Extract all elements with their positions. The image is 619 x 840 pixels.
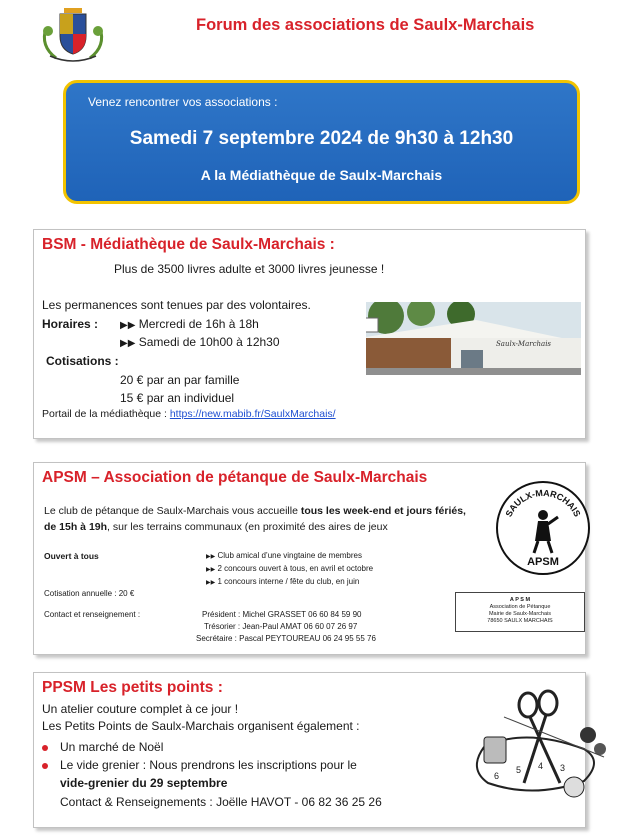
ppsm-bullet-text: Un marché de Noël bbox=[60, 740, 164, 754]
apsm-contact-label: Contact et renseignement : bbox=[44, 610, 141, 619]
stamp-line: A P S M bbox=[509, 597, 531, 603]
banner-intro: Venez rencontrer vos associations : bbox=[88, 95, 278, 109]
bsm-portal bbox=[42, 408, 336, 420]
bsm-portal-link[interactable]: https://new.mabib.fr/SaulxMarchais/ bbox=[169, 408, 336, 420]
double-arrow-icon: ▶▶ bbox=[206, 580, 216, 586]
apsm-intro-line-1 bbox=[44, 505, 466, 517]
apsm-feature bbox=[206, 551, 362, 560]
bsm-portal-label: Portail de la médiathèque : bbox=[42, 408, 167, 420]
sewing-tools-icon bbox=[464, 687, 612, 801]
bsm-hours-row bbox=[120, 317, 259, 331]
mediatheque-photo bbox=[366, 302, 581, 375]
bsm-hours-row bbox=[120, 335, 280, 349]
ppsm-contact: Contact & Renseignements : Joëlle HAVOT - 06 82 36 25 26 bbox=[60, 795, 382, 809]
ppsm-bullet-text: Le vide grenier : Nous prendrons les inscriptions pour le bbox=[60, 758, 357, 772]
stamp-line: 78650 SAULX MARCHAIS bbox=[487, 618, 553, 624]
svg-text:3: 3 bbox=[560, 763, 566, 773]
bsm-fee-individual: 15 € par an individuel bbox=[120, 391, 235, 405]
svg-text:6: 6 bbox=[494, 771, 500, 781]
apsm-contact-president: Président : Michel GRASSET 06 60 84 59 90 bbox=[202, 610, 362, 619]
banner-date: Samedi 7 septembre 2024 de 9h30 à 12h30 bbox=[129, 128, 514, 149]
apsm-open-label: Ouvert à tous bbox=[44, 551, 99, 561]
apsm-intro-text: Le club de pétanque de Saulx-Marchais vous accueille bbox=[44, 505, 301, 517]
svg-text:4: 4 bbox=[538, 761, 544, 771]
apsm-logo-top-text: SAULX-MARCHAIS bbox=[503, 487, 583, 519]
apsm-logo-bottom-text: APSM bbox=[527, 556, 559, 568]
ppsm-bullet-noel bbox=[42, 740, 163, 754]
bullet-icon bbox=[42, 745, 48, 751]
bsm-title: BSM - Médiathèque de Saulx-Marchais : bbox=[42, 236, 335, 253]
double-arrow-icon: ▶▶ bbox=[120, 338, 136, 349]
double-arrow-icon: ▶▶ bbox=[120, 320, 136, 331]
double-arrow-icon: ▶▶ bbox=[206, 567, 216, 573]
apsm-card bbox=[33, 462, 586, 655]
stamp-line: Association de Pétanque bbox=[489, 604, 551, 610]
bsm-fees-label: Cotisations : bbox=[46, 354, 119, 368]
ppsm-vide-grenier-date: vide-grenier du 29 septembre bbox=[60, 776, 228, 790]
ppsm-bullet-vide-grenier bbox=[42, 758, 357, 772]
page-title: Forum des associations de Saulx-Marchais bbox=[196, 16, 535, 34]
bullet-icon bbox=[42, 763, 48, 769]
apsm-feature-text: 2 concours ouvert à tous, en avril et octobre bbox=[217, 564, 374, 573]
apsm-fee: Cotisation annuelle : 20 € bbox=[44, 589, 135, 598]
apsm-stamp bbox=[455, 592, 585, 632]
bsm-card bbox=[33, 229, 586, 439]
ppsm-line-2: Les Petits Points de Saulx-Marchais organisent également : bbox=[42, 719, 360, 733]
bsm-hour-wednesday: Mercredi de 16h à 18h bbox=[138, 317, 259, 331]
apsm-feature-text: 1 concours interne / fête du club, en juin bbox=[217, 577, 360, 586]
apsm-feature bbox=[206, 577, 359, 586]
bsm-hours-label: Horaires : bbox=[42, 317, 99, 331]
stamp-line: Mairie de Saulx-Marchais bbox=[488, 611, 552, 617]
bsm-books: Plus de 3500 livres adulte et 3000 livres jeunesse ! bbox=[114, 262, 385, 276]
apsm-intro-line-2 bbox=[44, 521, 388, 533]
ppsm-line-1: Un atelier couture complet à ce jour ! bbox=[42, 702, 239, 716]
ppsm-card bbox=[33, 672, 586, 828]
town-crest-logo bbox=[38, 6, 108, 64]
event-banner bbox=[63, 80, 580, 204]
ppsm-title: PPSM Les petits points : bbox=[42, 679, 223, 696]
apsm-logo bbox=[494, 479, 592, 577]
apsm-intro-bold: tous les week-end et jours fériés, bbox=[300, 505, 466, 517]
apsm-contact-treasurer: Trésorier : Jean-Paul AMAT 06 60 07 26 97 bbox=[204, 622, 358, 631]
svg-text:5: 5 bbox=[516, 765, 522, 775]
apsm-title: APSM – Association de pétanque de Saulx-Marchais bbox=[42, 469, 428, 486]
banner-place: A la Médiathèque de Saulx-Marchais bbox=[200, 167, 443, 183]
apsm-intro-text: , sur les terrains communaux (en proximité des aires de jeux bbox=[107, 521, 388, 533]
bsm-volunteers: Les permanences sont tenues par des volontaires. bbox=[42, 298, 311, 312]
bsm-hour-saturday: Samedi de 10h00 à 12h30 bbox=[138, 335, 280, 349]
bsm-fee-family: 20 € par an par famille bbox=[120, 373, 240, 387]
photo-sign-text: Saulx-Marchais bbox=[496, 340, 552, 348]
apsm-feature bbox=[206, 564, 373, 573]
apsm-feature-text: Club amical d’une vingtaine de membres bbox=[217, 551, 362, 560]
apsm-contact-secretary: Secrétaire : Pascal PEYTOUREAU 06 24 95 55 76 bbox=[196, 634, 376, 643]
double-arrow-icon: ▶▶ bbox=[206, 554, 216, 560]
apsm-hours-bold: de 15h à 19h bbox=[44, 521, 108, 533]
